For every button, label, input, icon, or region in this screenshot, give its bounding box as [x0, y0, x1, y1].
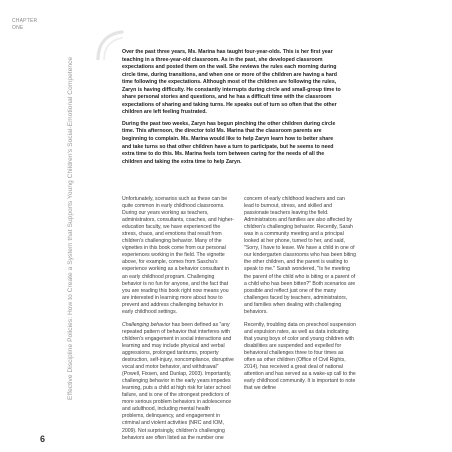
body-paragraph: Unfortunately, scenarios such as these can be quite common in early childhood classrooms. During our years working as teachers, administrators, consultants, coaches, and higher-education faculty, we have experienced the stress, chaos, and emotions that result from children's challenging behavior. Many of the vignettes in this book come from our personal experiences working in the field. The vignette above, for example, comes from Sascha's experience working as a behavior consultant in an early childhood program. Challenging behavior is no fun for anyone, and the fact that you are reading this book right now means you are interested in learning more about how to prevent and address challenging behavior in early childhood settings. — [122, 196, 235, 315]
body-paragraph: Recently, troubling data on preschool suspension and expulsion rates, as well as data indicating that young boys of color and young children with disabilities are suspended and expelled for behavioral challenges three to four times as often as other children (Office of Civil Rights, 2014), has received a great deal of national attention and has served as a wake-up call to the early childhood community. It is important to note that we define — [244, 321, 356, 392]
body-paragraph-text: has been defined as "any repeated pattern of behavior that interferes with children's engagement in social interactions and learning and may include physical and verbal aggressions, prolonged tantrums, property destruction, self-injury, noncompliance, disruptive vocal and motor behavior, and withdrawal" (Powell, Fixsen, and Dunlap, 2003). Importantly, challenging behavior in the early years impedes learning, puts a child at high risk for later school failure, and is one of the strongest predictors of more serious problem behaviors in adolescence and adulthood, including mental health problems, delinquency, and engagement in criminal and violent activities (NRC and IOM, 2009). Not surprisingly, children's challenging behaviors are often listed as the number one concern of early childhood teachers and can lead to burnout, stress, and skilled and passionate teachers leaving the field. Administrators and families are also affected by children's challenging behavior. Recently, Sarah was in a community meeting and a principal looked at her phone, turned to her, and said, "Sorry, I have to leave. We have a child in one of our kindergarten classrooms who has been biting the other children, and the parent is waiting to speak to me." Sarah wondered, "Is he meeting the parent of the child who is biting or a parent of a child who has been bitten?" Both scenarios are possible and reflect just one of the many challenges faced by teachers, administrators, and families when dealing with challenging behaviors. — [122, 196, 357, 441]
chapter-label-line1: CHAPTER — [12, 18, 38, 24]
quote-mark-icon — [96, 30, 124, 60]
vignette-paragraph: During the past two weeks, Zaryn has begun pinching the other children during circle time. This afternoon, the director told Ms. Marina that the classroom parents are beginning to complain. Ms. Marina would like to help Zaryn learn how to better share and take turns so that other children have a turn to participate, but he seems to need extra time to do this. Ms. Marina feels torn between caring for the needs of all the children and taking the extra time to help Zaryn. — [122, 120, 336, 165]
defined-term: Challenging behavior — [122, 321, 171, 328]
chapter-label — [12, 18, 42, 32]
body-text — [122, 196, 356, 446]
running-title: Effective Discipline Policies: How to Create a System that Supports Young Children's Social-Emotional Competence — [67, 56, 74, 400]
vignette-paragraph: Over the past three years, Ms. Marina has taught four-year-olds. This is her first year teaching in a three-year-old classroom. As in the past, she developed classroom expectations and posted them on the wall. She reviews the rules each morning during circle time, during transitions, and when one or more of the children are having a hard time following the expectations. Although most of the children are following the rules, Zaryn is having difficulty. He constantly interrupts during circle and small-group time to share personal stories and questions, and he has a difficult time with the classroom expectations of sharing and taking turns. He speaks out of turn so often that the other children are left feeling frustrated. — [122, 49, 341, 116]
page-number: 6 — [40, 434, 46, 444]
opening-vignette — [122, 49, 342, 170]
chapter-label-line2: ONE — [12, 25, 24, 31]
